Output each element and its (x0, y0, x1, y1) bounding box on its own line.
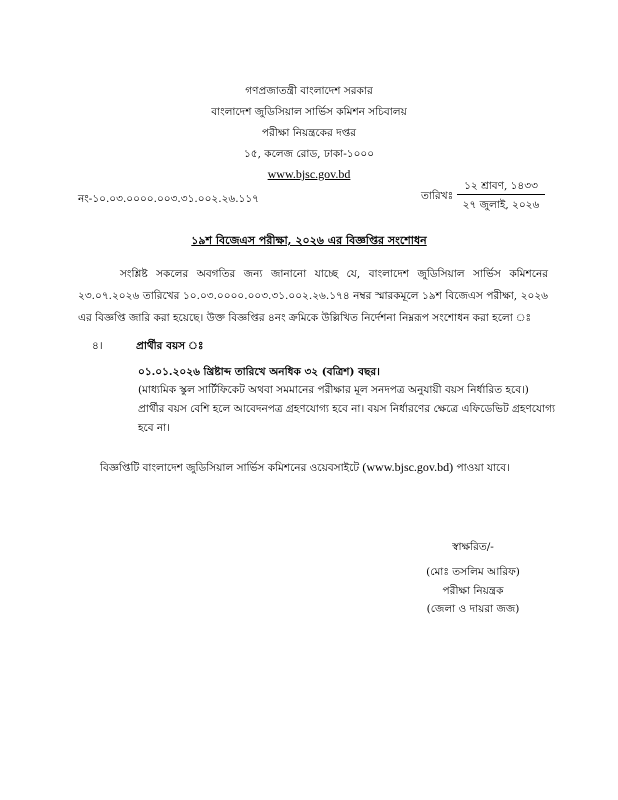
closing-line (100, 460, 510, 476)
date-divider (457, 194, 545, 195)
age-note-line-2: প্রার্থীর বয়স বেশি হলে আবেদনপত্র গ্রহণযোগ্য হবে না। বয়স নির্ধারণের ক্ষেত্রে এফিডেভিট গ্রহণযোগ্য (138, 403, 556, 415)
date-english: ২৭ জুলাই, ২০২৬ (462, 199, 540, 211)
subject-wrap (0, 234, 618, 249)
signature-signed: স্বাক্ষরিত/- (452, 541, 494, 553)
item-number: ৪। (92, 340, 103, 352)
age-note-line-1: (মাধ্যমিক স্কুল সার্টিফিকেট অথবা সমমানের পরীক্ষার মূল সনদপত্র অনুযায়ী বয়স নির্ধারিত হবে।) (138, 384, 529, 396)
closing-suffix: পাওয়া যাবে। (456, 462, 510, 474)
header-office: পরীক্ষা নিয়ন্ত্রকের দপ্তর (261, 127, 357, 139)
item-title: প্রার্থীর বয়স ঃ (136, 340, 204, 352)
date-label: তারিখঃ (421, 190, 454, 202)
header-website-link[interactable]: www.bjsc.gov.bd (267, 167, 351, 181)
header-secretariat: বাংলাদেশ জুডিসিয়াল সার্ভিস কমিশন সচিবালয় (211, 106, 407, 118)
closing-prefix: বিজ্ঞপ্তিটি বাংলাদেশ জুডিসিয়াল সার্ভিস কমিশনের ওয়েবসাইটে (100, 462, 360, 474)
closing-url[interactable]: (www.bjsc.gov.bd) (362, 460, 454, 474)
signature-designation: পরীক্ষা নিয়ন্ত্রক (442, 585, 504, 597)
header-government: গণপ্রজাতন্ত্রী বাংলাদেশ সরকার (245, 85, 373, 97)
signature-name: (মোঃ তসলিম আরিফ) (426, 566, 520, 578)
subject-title: ১৯শ বিজেএস পরীক্ষা, ২০২৬ এর বিজ্ঞপ্তির সংশোধন (191, 234, 427, 247)
body-paragraph: সংশ্লিষ্ট সকলের অবগতির জন্য জানানো যাচ্ছে যে, বাংলাদেশ জুডিসিয়াল সার্ভিস কমিশনের ২৩.০৭.২০২৬ তারিখের ১০.০৩.০০০০.০০৩.৩১.০০২.২৬.১৭৪ নম্বর স্মারকমূলে ১৯শ বিজেএস পরীক্ষা, ২০২৬ এর বিজ্ঞপ্তি জারি করা হয়েছে। উক্ত বিজ্ঞপ্তির ৪নং ক্রমিকে উল্লিখিত নির্দেশনা নিম্নরূপ সংশোধন করা হলো ঃ (78, 268, 548, 324)
memo-number: নং-১০.০৩.০০০০.০০৩.৩১.০০২.২৬.১১৭ (78, 193, 260, 205)
header-address: ১৫, কলেজ রোড, ঢাকা-১০০০ (243, 148, 375, 160)
age-note-line-3: হবে না। (138, 422, 170, 434)
age-requirement: ০১.০১.২০২৬ খ্রিষ্টাব্দ তারিখে অনধিক ৩২ (বত্রিশ) বছর। (138, 366, 380, 378)
date-bangla: ১২ শ্রাবণ, ১৪৩৩ (464, 180, 538, 192)
signature-rank: (জেলা ও দায়রা জজ) (426, 603, 520, 615)
